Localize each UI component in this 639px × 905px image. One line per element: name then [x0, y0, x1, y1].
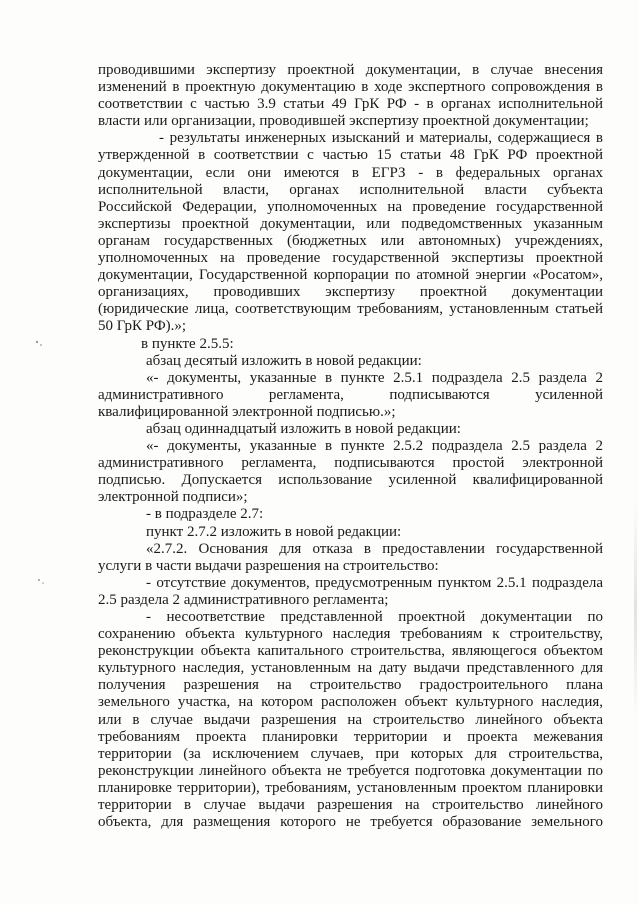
text-line: «- документы, указанные в пункте 2.5.1 подраздела 2.5 раздела 2: [146, 369, 603, 386]
text-line: объекта, для размещения которого не требуется образование земельного: [98, 814, 603, 831]
text-line: административного регламента, подписываются простой электронной: [98, 455, 603, 472]
text-line: квалифицированной электронной подписью.»;: [98, 403, 396, 420]
scan-speck: [36, 341, 44, 584]
text-line: «2.7.2. Основания для отказа в предоставлении государственной: [146, 540, 603, 557]
text-line: экспертизы проектной документации, или подведомственных указанным: [98, 215, 603, 232]
text-line: Российской Федерации, уполномоченных на проведение государственной: [98, 198, 603, 215]
text-line: органам государственных (бюджетных или автономных) учреждениях,: [98, 232, 603, 249]
text-line: документации, если они имеются в ЕГРЗ - в федеральных органах: [98, 164, 603, 181]
text-line: - результаты инженерных изысканий и материалы, содержащиеся в: [159, 130, 603, 147]
text-line: власти или организации, проводившей экспертизу проектной документации;: [98, 113, 589, 130]
text-line: - несоответствие представленной проектной документации по: [146, 609, 603, 625]
scan-edge-shadow: [634, 500, 637, 720]
text-line: получения разрешения на строительство градостроительного плана: [98, 677, 603, 694]
text-line: услуги в части выдачи разрешения на строительство:: [98, 557, 439, 574]
text-line: земельного участка, на котором расположен объект культурного наследия,: [98, 694, 603, 711]
text-line: подписью. Допускается использование усиленной квалифицированной: [98, 472, 603, 489]
text-line: реконструкции объекта капитального строительства, являющегося объектом: [98, 643, 603, 660]
text-line: проводившими экспертизу проектной документации, в случае внесения: [98, 62, 603, 78]
text-line: абзац десятый изложить в новой редакции:: [146, 352, 422, 369]
text-line: организациях, проводивших экспертизу проектной документации: [98, 284, 603, 301]
text-line: административного регламента, подписываются усиленной: [98, 386, 603, 403]
text-line: в пункте 2.5.5:: [141, 335, 234, 352]
text-line: абзац одиннадцатый изложить в новой редакции:: [146, 420, 461, 437]
text-line: соответствии с частью 3.9 статьи 49 ГрК РФ - в органах исполнительной: [98, 96, 603, 113]
text-line: «- документы, указанные в пункте 2.5.2 подраздела 2.5 раздела 2: [146, 438, 603, 455]
text-line: территории в случае выдачи разрешения на строительство линейного: [98, 797, 603, 814]
text-line: уполномоченных на проведение государственной экспертизы проектной: [98, 250, 603, 267]
text-line: реконструкции линейного объекта не требуется подготовка документации по: [98, 762, 603, 779]
text-line: документации, Государственной корпорации по атомной энергии «Росатом»,: [98, 267, 603, 284]
text-line: 50 ГрК РФ).»;: [98, 318, 187, 335]
text-line: территории (за исключением случаев, при которых для строительства,: [98, 745, 603, 762]
text-line: или в случае выдачи разрешения на строительство линейного объекта: [98, 711, 603, 728]
text-line: исполнительной власти, органах исполнительной власти субъекта: [98, 181, 603, 198]
text-line: утвержденной в соответствии с частью 15 статьи 48 ГрК РФ проектной: [98, 147, 603, 164]
text-line: требованиям проекта планировки территории и проекта межевания: [98, 728, 603, 745]
document-body: [98, 62, 603, 831]
text-line: планировке территории), требованиям, установленным проектом планировки: [98, 779, 603, 796]
text-line: - в подразделе 2.7:: [146, 506, 264, 523]
text-line: пункт 2.7.2 изложить в новой редакции:: [146, 523, 402, 540]
text-line: - отсутствие документов, предусмотренным пунктом 2.5.1 подраздела: [146, 574, 603, 591]
text-line: изменений в проектную документацию в ходе экспертного сопровождения в: [98, 79, 603, 96]
text-line: электронной подписи»;: [98, 489, 248, 506]
text-line: 2.5 раздела 2 административного регламента;: [98, 591, 389, 608]
text-line: культурного наследия, установленным на дату выдачи представленного для: [98, 660, 603, 677]
text-line: сохранению объекта культурного наследия требованиям к строительству,: [98, 626, 603, 643]
text-line: (юридические лица, соответствующим требованиям, установленным статьей: [98, 301, 603, 318]
